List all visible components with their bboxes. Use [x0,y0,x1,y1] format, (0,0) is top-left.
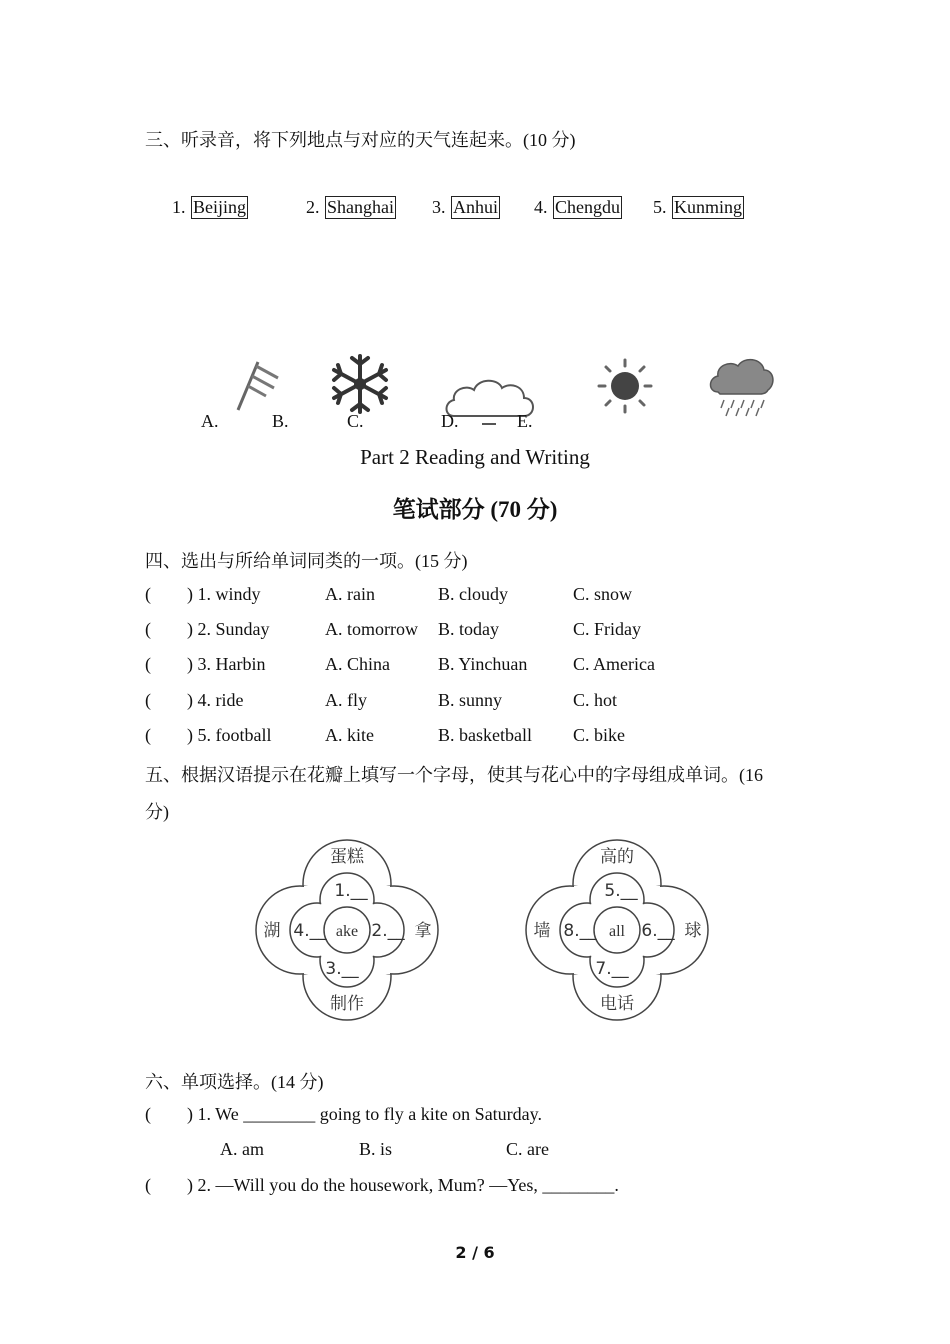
option-b: B. basketball [438,725,532,745]
answer-paren: ( [145,619,151,639]
place-name: Kunming [674,197,743,217]
question-row [0,690,950,716]
option-b: B. Yinchuan [438,654,528,674]
place-num: 5. [653,197,667,217]
petal-hint: 蛋糕 [330,847,364,867]
answer-paren: ( [145,1175,151,1195]
option-b: B. sunny [438,690,503,710]
place-num: 1. [172,197,186,217]
question-row [0,1104,950,1130]
section4-title: 四、选出与所给单词同类的一项。(15 分) [145,551,468,571]
petal-hint: 墙 [533,921,551,941]
section5-title-cont: 分) [145,802,169,822]
option-b: B. is [359,1139,393,1159]
question-text: ) 2. —Will you do the housework, Mum? —Yes, ________. [187,1175,619,1195]
option-a: A. kite [325,725,374,745]
petal-blank: 6.__ [641,921,675,941]
option-a: A. am [220,1139,264,1159]
option-c: C. are [506,1139,549,1159]
petal-blank: 8.__ [563,921,597,941]
option-c: C. America [573,654,655,674]
option-a: A. China [325,654,390,674]
rain-cloud-icon [708,356,776,418]
petal-blank: 3.__ [325,959,359,979]
option-a: A. fly [325,690,367,710]
option-b: B. cloudy [438,584,508,604]
flower-puzzle [254,838,440,1022]
section5-title: 五、根据汉语提示在花瓣上填写一个字母，使其与花心中的字母组成单词。(16 [145,765,763,785]
place-num: 2. [306,197,320,217]
option-c: C. hot [573,690,618,710]
weather-letter: E. [517,411,533,431]
answer-paren: ( [145,1104,151,1124]
petal-hint: 高的 [600,847,634,867]
option-c: C. snow [573,584,633,604]
question-row [0,584,950,610]
snowflake-icon [326,352,394,416]
sun-icon [596,358,654,414]
question-row [0,725,950,751]
page-number: 2 / 6 [455,1243,495,1262]
option-b: B. today [438,619,499,639]
petal-hint: 拿 [414,921,432,941]
place-name: Beijing [193,197,246,217]
petal-blank: 2.__ [371,921,405,941]
question-word: ) 1. windy [187,584,261,604]
answer-paren: ( [145,725,151,745]
section6-title: 六、单项选择。(14 分) [145,1072,324,1092]
place-name: Anhui [453,197,498,217]
question-row [0,654,950,680]
place-num: 3. [432,197,446,217]
option-row [0,1139,950,1165]
weather-letter: D. [441,411,459,431]
weather-letter: C. [347,411,364,431]
petal-hint: 球 [684,921,702,941]
flower-puzzle [524,838,710,1022]
flower-center: all [609,923,625,940]
question-text: ) 1. We ________ going to fly a kite on Saturday. [187,1104,542,1124]
part2-subtitle: 笔试部分 (70 分) [392,497,558,522]
weather-letter: B. [272,411,289,431]
option-a: A. rain [325,584,375,604]
question-word: ) 3. Harbin [187,654,266,674]
petal-blank: 7.__ [595,959,629,979]
question-row [0,619,950,645]
question-word: ) 2. Sunday [187,619,270,639]
flower-center: ake [335,923,359,940]
petal-hint: 电话 [600,994,634,1014]
place-num: 4. [534,197,548,217]
windy-flag-icon [232,358,284,412]
answer-paren: ( [145,654,151,674]
place-name: Chengdu [555,197,620,217]
place-name: Shanghai [327,197,394,217]
petal-blank: 4.__ [293,921,327,941]
option-c: C. bike [573,725,625,745]
weather-letter: A. [201,411,219,431]
petal-hint: 制作 [330,994,364,1014]
question-word: ) 4. ride [187,690,244,710]
answer-paren: ( [145,584,151,604]
option-c: C. Friday [573,619,642,639]
option-a: A. tomorrow [325,619,418,639]
section3-title: 三、听录音，将下列地点与对应的天气连起来。(10 分) [145,130,576,150]
question-row [0,1175,950,1201]
petal-hint: 湖 [263,921,281,941]
part2-title: Part 2 Reading and Writing [360,445,590,469]
answer-paren: ( [145,690,151,710]
question-word: ) 5. football [187,725,272,745]
petal-blank: 5.__ [604,881,638,901]
petal-blank: 1.__ [334,881,368,901]
